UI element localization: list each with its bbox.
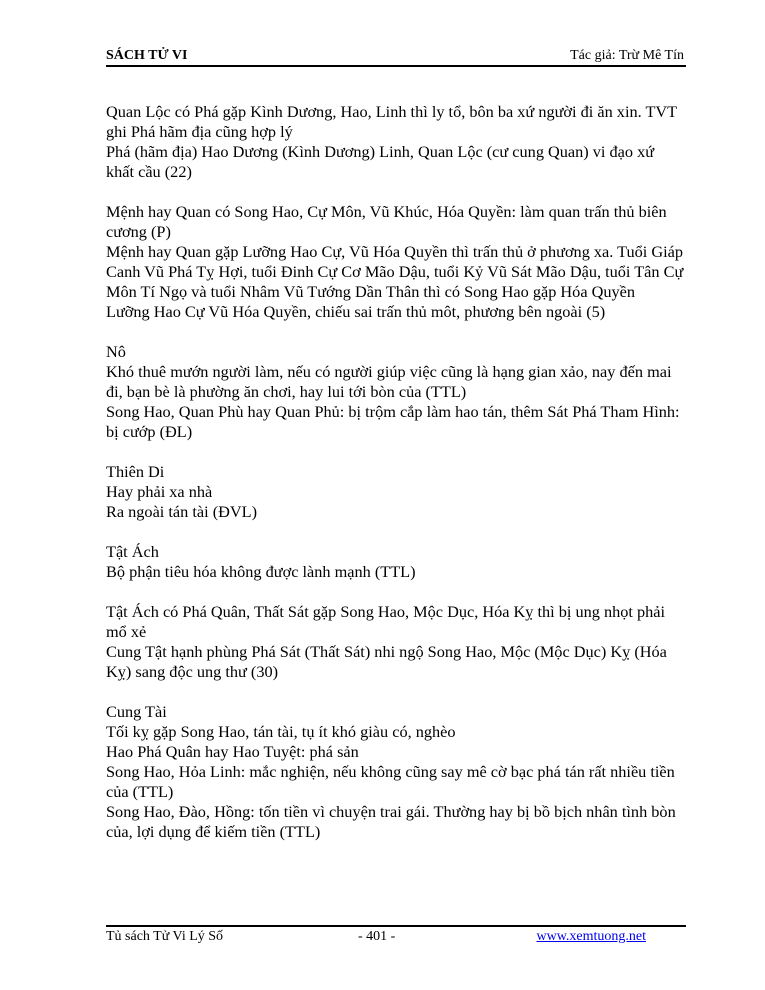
text-paragraph: Cung Tài: [106, 702, 167, 721]
text-paragraph: Song Hao, Đào, Hồng: tốn tiền vì chuyện trai gái. Thường hay bị bồ bịch nhân tình bòn của, lợi dụng để kiếm tiền (TTL): [106, 802, 676, 841]
text-paragraph: Hay phải xa nhà: [106, 482, 213, 501]
author-credit: Tác giả: Trừ Mê Tín: [570, 48, 684, 63]
page-body: [106, 102, 686, 842]
paragraph-gap: [106, 582, 686, 602]
book-title: SÁCH TỬ VI: [106, 48, 188, 63]
text-paragraph: Nô: [106, 342, 126, 361]
website-link[interactable]: www.xemtuong.net: [536, 929, 646, 944]
text-paragraph: Mệnh hay Quan gặp Lưỡng Hao Cự, Vũ Hóa Quyền thì trấn thủ ở phương xa. Tuổi Giáp Canh Vũ Phá Tỵ Hợi, tuổi Đinh Cự Cơ Mão Dậu, tuổi Kỷ Vũ Sát Mão Dậu, tuổi Tân Cự Môn Tí Ngọ và tuổi Nhâm Vũ Tướng Dần Thân thì có Song Hao gặp Hóa Quyền: [106, 242, 684, 301]
text-paragraph: Mệnh hay Quan có Song Hao, Cự Môn, Vũ Khúc, Hóa Quyền: làm quan trấn thủ biên cương (P): [106, 202, 667, 241]
text-paragraph: Thiên Di: [106, 462, 165, 481]
text-paragraph: Cung Tật hạnh phùng Phá Sát (Thất Sát) nhi ngộ Song Hao, Mộc (Mộc Dục) Kỵ (Hóa Kỵ) sang độc ung thư (30): [106, 642, 667, 681]
text-paragraph: Song Hao, Quan Phù hay Quan Phủ: bị trộm cắp làm hao tán, thêm Sát Phá Tham Hình: bị cướp (ĐL): [106, 402, 680, 441]
paragraph-gap: [106, 522, 686, 542]
text-paragraph: Bộ phận tiêu hóa không được lành mạnh (TTL): [106, 562, 416, 581]
text-paragraph: Tật Ách có Phá Quân, Thất Sát gặp Song Hao, Mộc Dục, Hóa Kỵ thì bị ung nhọt phải mổ xẻ: [106, 602, 666, 641]
text-paragraph: Phá (hãm địa) Hao Dương (Kình Dương) Linh, Quan Lộc (cư cung Quan) vi đạo xứ khất cầu (22): [106, 142, 655, 181]
page-header: [106, 48, 684, 65]
page-number: - 401 -: [358, 929, 396, 944]
text-paragraph: Tối kỵ gặp Song Hao, tán tài, tụ ít khó giàu có, nghèo: [106, 722, 456, 741]
paragraph-gap: [106, 682, 686, 702]
text-paragraph: Lưỡng Hao Cự Vũ Hóa Quyền, chiếu sai trấn thủ môt, phương bên ngoài (5): [106, 302, 606, 321]
text-paragraph: Khó thuê mướn người làm, nếu có người giúp việc cũng là hạng gian xảo, nay đến mai đi, bạn bè là phường ăn chơi, hay lui tới bòn của (TTL): [106, 362, 672, 401]
paragraph-gap: [106, 182, 686, 202]
text-paragraph: Quan Lộc có Phá gặp Kình Dương, Hao, Linh thì ly tổ, bôn ba xứ người đi ăn xin. TVT ghi Phá hãm địa cũng hợp lý: [106, 102, 677, 141]
paragraph-gap: [106, 322, 686, 342]
text-paragraph: Ra ngoài tán tài (ĐVL): [106, 502, 258, 521]
text-paragraph: Hao Phá Quân hay Hao Tuyệt: phá sản: [106, 742, 359, 761]
page-footer: [106, 929, 686, 947]
header-divider: [106, 65, 686, 67]
paragraph-gap: [106, 442, 686, 462]
text-paragraph: Tật Ách: [106, 542, 159, 561]
text-paragraph: Song Hao, Hỏa Linh: mắc nghiện, nếu không cũng say mê cờ bạc phá tán rất nhiều tiền của (TTL): [106, 762, 675, 801]
series-name: Tủ sách Tử Vi Lý Số: [106, 929, 224, 944]
footer-divider: [106, 925, 686, 927]
